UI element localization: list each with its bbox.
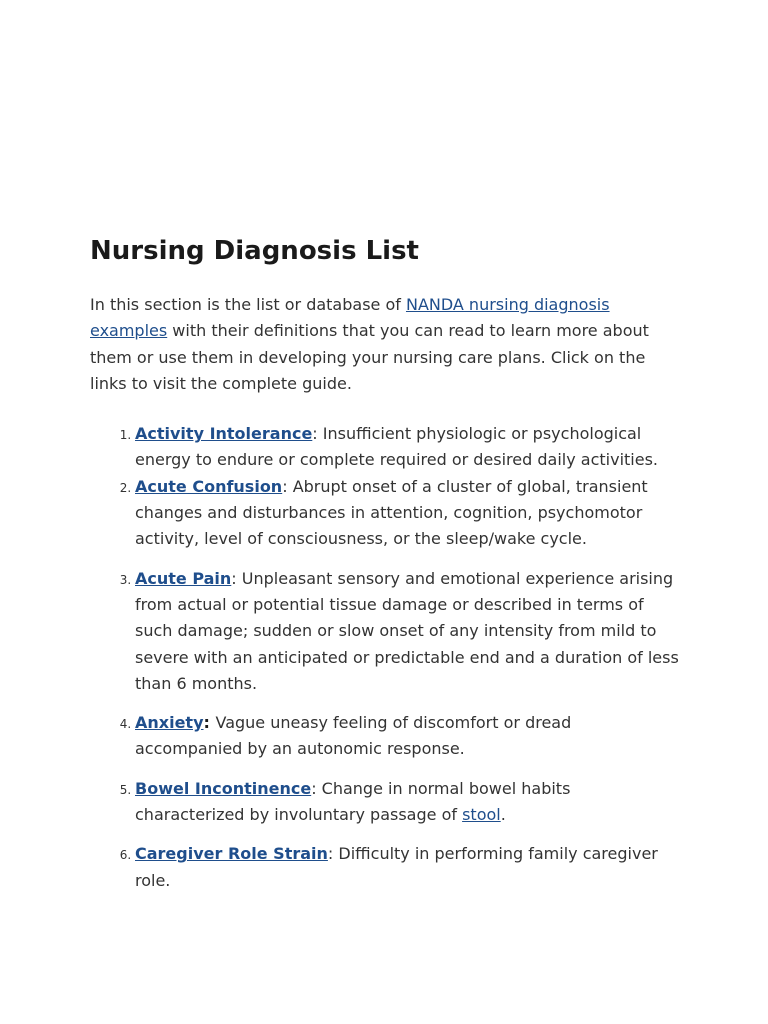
item-definition: Abrupt onset of a cluster of global, transient changes and disturbances in attention, cognition, psychomotor activity, level of consciousness, or the sleep/wake cycle.	[135, 476, 648, 549]
bowel-incontinence-link[interactable]: Bowel Incontinence	[135, 778, 312, 798]
anxiety-link[interactable]: Anxiety	[135, 713, 204, 733]
list-item	[135, 710, 680, 763]
item-separator: :	[231, 568, 242, 588]
stool-link[interactable]: stool	[462, 805, 501, 825]
intro-paragraph	[90, 292, 680, 397]
acute-pain-link[interactable]: Acute Pain	[135, 568, 232, 588]
item-separator: :	[327, 844, 339, 864]
list-item	[135, 421, 680, 474]
item-separator: :	[203, 713, 216, 733]
item-definition: Insufficient physiologic or psychological energy to endure or complete required or desired daily activities.	[135, 424, 658, 470]
item-definition: Difficulty in performing family caregiver role.	[135, 844, 658, 890]
item-definition: Change in normal bowel habits characterized by involuntary passage of	[135, 778, 571, 825]
list-item	[135, 474, 680, 553]
diagnosis-list	[90, 421, 680, 894]
item-separator: :	[312, 424, 323, 444]
caregiver-role-strain-link[interactable]: Caregiver Role Strain	[135, 844, 328, 864]
nanda-examples-link[interactable]: NANDA nursing diagnosis examples	[90, 295, 610, 341]
activity-intolerance-link[interactable]: Activity Intolerance	[135, 424, 313, 444]
list-item	[135, 841, 680, 894]
article-content	[90, 230, 680, 894]
item-separator: :	[282, 476, 293, 496]
item-definition: Vague uneasy feeling of discomfort or dread accompanied by an autonomic response.	[135, 713, 572, 759]
list-item	[135, 776, 680, 829]
item-definition-end: .	[500, 805, 506, 825]
acute-confusion-link[interactable]: Acute Confusion	[135, 476, 283, 496]
intro-text-before: In this section is the list or database of	[90, 295, 406, 314]
item-separator: :	[311, 778, 322, 798]
intro-text-after: with their definitions that you can read to learn more about them or use them in developing your nursing care plans. Click on the links to visit the complete guide.	[90, 321, 649, 393]
item-definition: Unpleasant sensory and emotional experience arising from actual or potential tissue damage or described in terms of such damage; sudden or slow onset of any intensity from mild to severe with an anticipated or predictable end and a duration of less than 6 months.	[135, 568, 679, 693]
page-title: Nursing Diagnosis List	[90, 236, 419, 266]
list-item	[135, 566, 680, 697]
